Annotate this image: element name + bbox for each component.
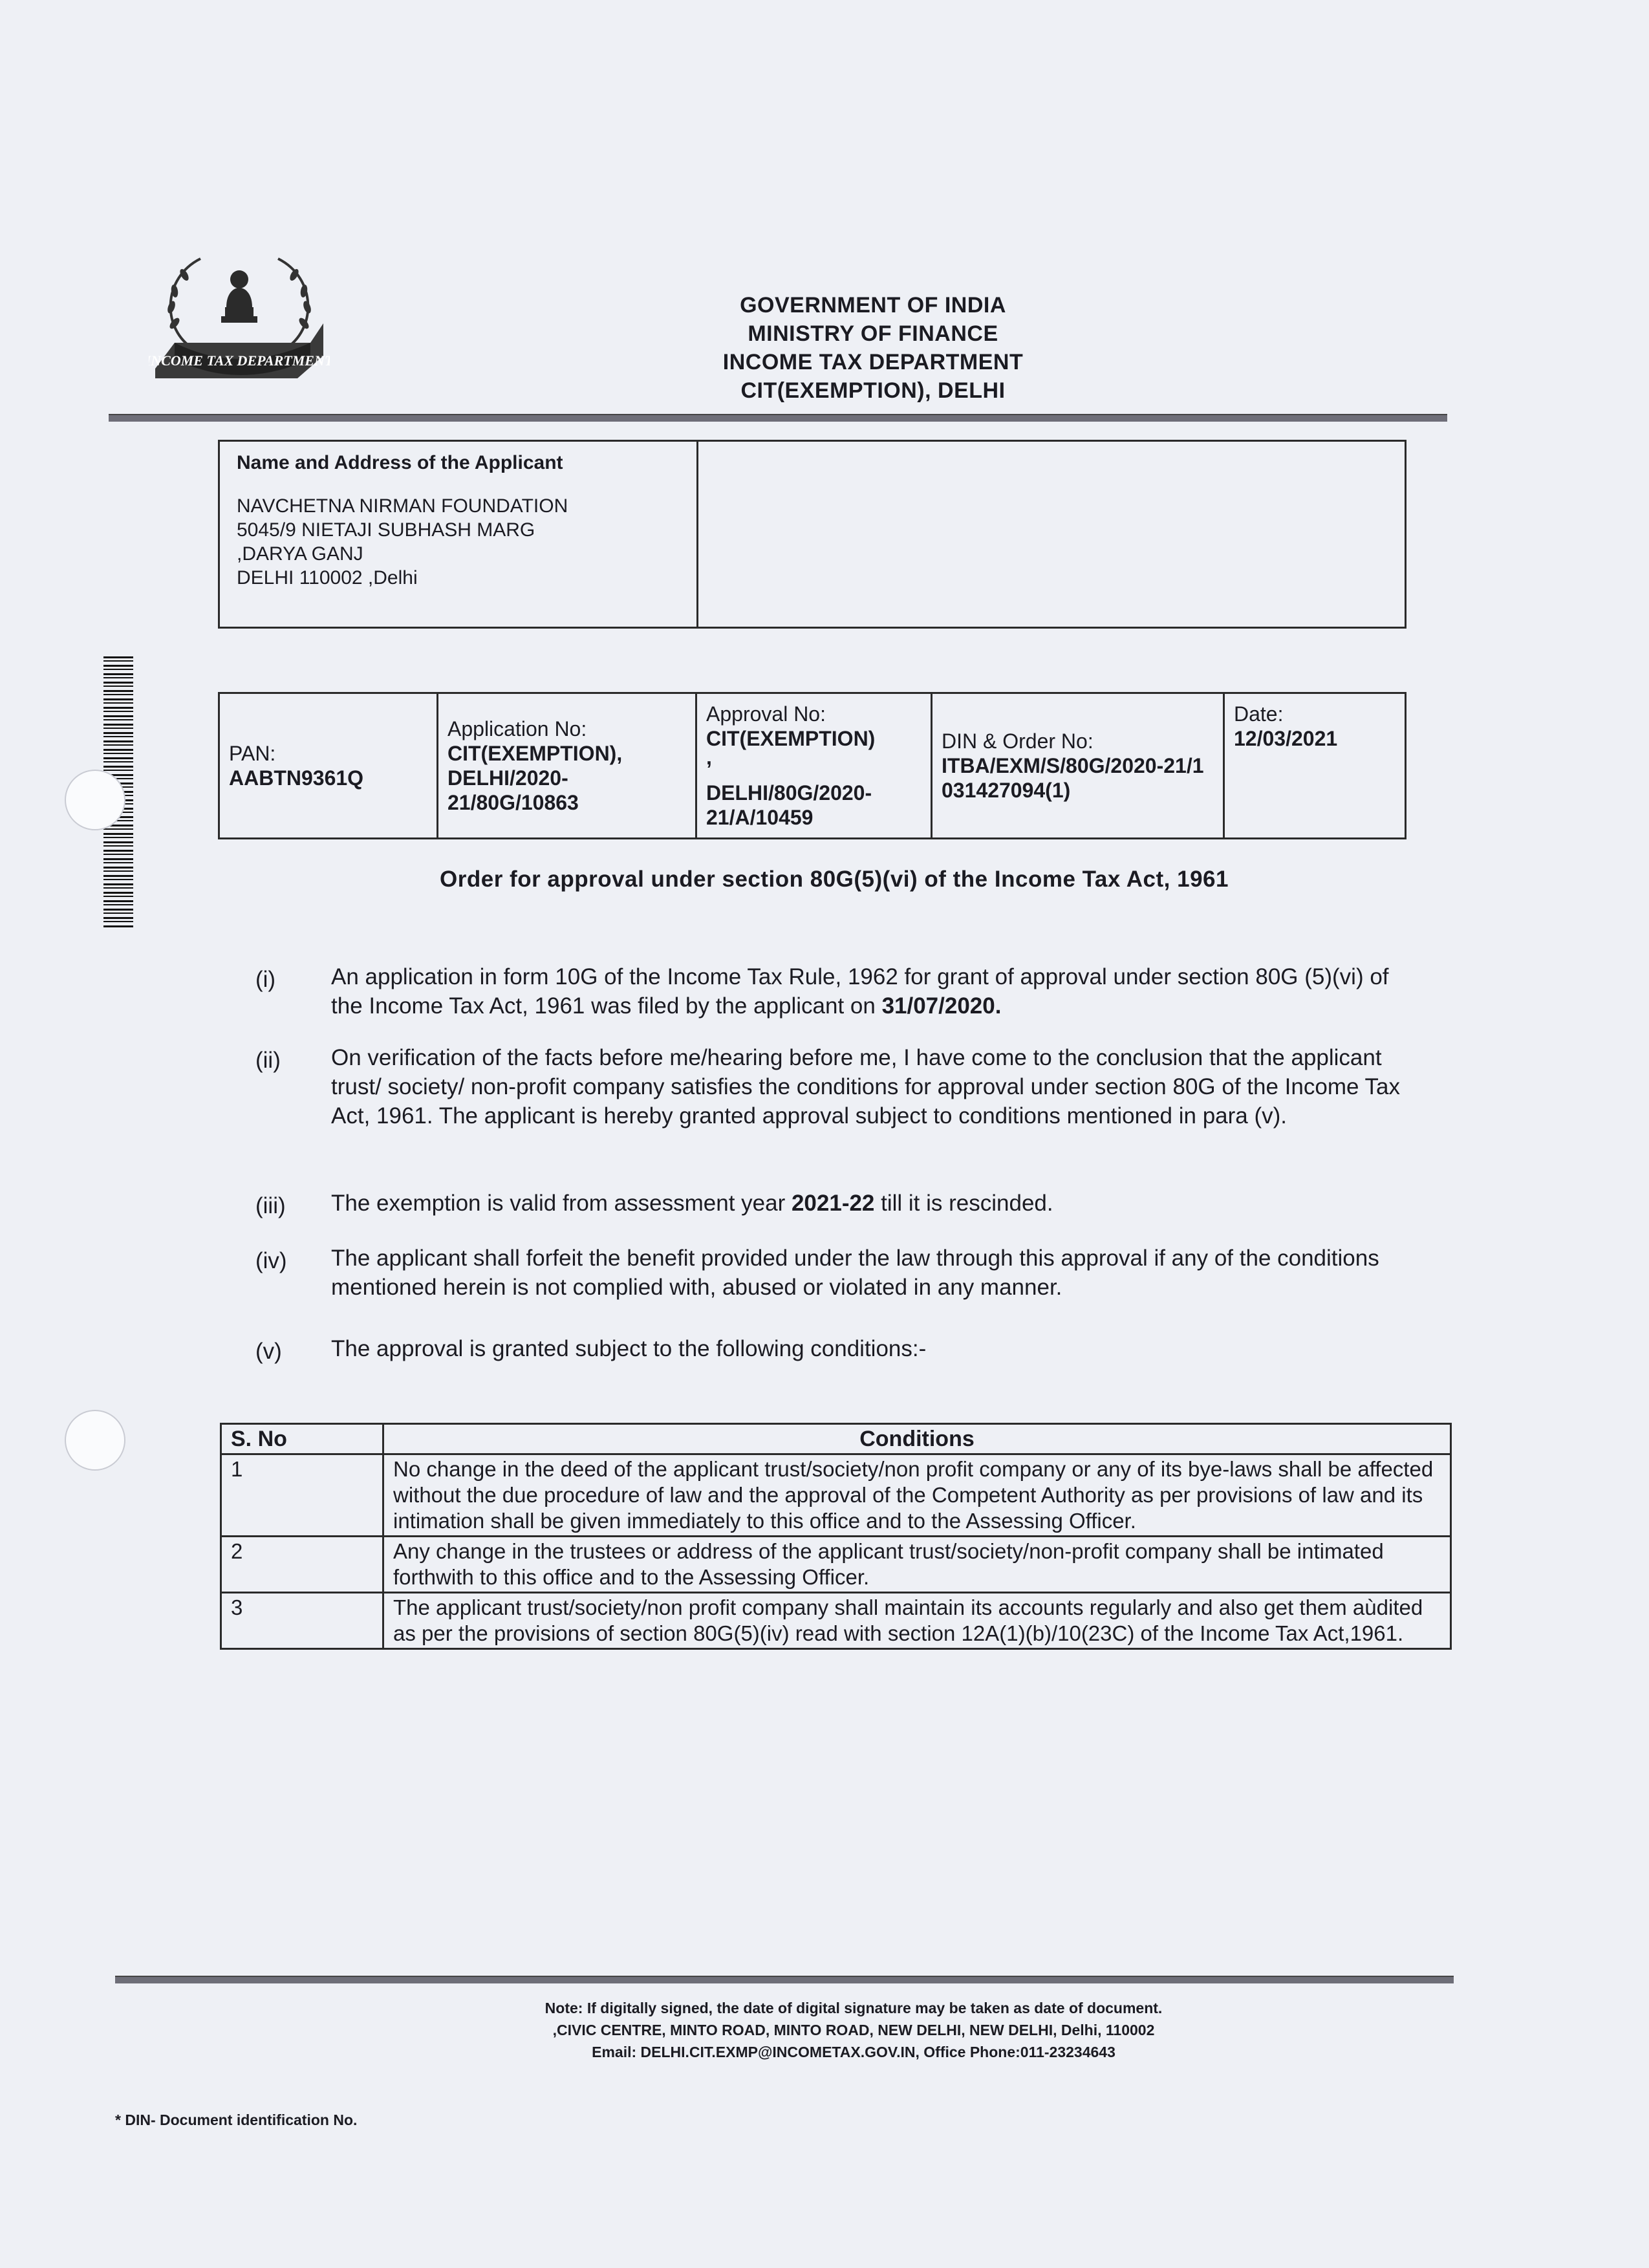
paragraph-text: On verification of the facts before me/hearing before me, I have come to the conclusion that the applicant trust/ society/ non-profit company satisfies the conditions for approval under section 80G of the Income Tax Act, 1961. The applicant is hereby granted approval subject to conditions mentioned in para (v). [331, 1045, 1400, 1129]
department-header [614, 291, 1132, 405]
footer-note: Note: If digitally signed, the date of digital signature may be taken as date of document. [544, 2000, 1163, 2016]
pan-value: AABTN9361Q [229, 766, 364, 790]
punch-hole [65, 1410, 125, 1471]
applicant-box [218, 440, 1406, 629]
paragraph-number: (iii) [255, 1193, 286, 1218]
application-label: Application No: [447, 717, 587, 740]
pan-label: PAN: [229, 742, 276, 765]
condition-sno: 2 [221, 1537, 383, 1593]
approval-cell [697, 694, 932, 837]
date-value: 12/03/2021 [1234, 727, 1338, 750]
condition-sno: 3 [221, 1593, 383, 1649]
conditions-table [220, 1423, 1452, 1650]
order-info-table [218, 692, 1406, 839]
paragraph-text [331, 962, 1417, 1021]
approval-label: Approval No: [706, 702, 826, 726]
approval-value-bottom: DELHI/80G/2020-21/A/10459 [706, 781, 872, 829]
header-divider [109, 414, 1447, 422]
table-row [221, 1454, 1451, 1537]
paragraph-number: (i) [255, 967, 276, 992]
applicant-blank-cell [698, 442, 1405, 627]
order-title: Order for approval under section 80G(5)(vi) of the Income Tax Act, 1961 [440, 867, 1229, 892]
emblem-banner-text: INCOME TAX DEPARTMENT [149, 352, 330, 369]
footer-address: ,CIVIC CENTRE, MINTO ROAD, MINTO ROAD, NEW DELHI, NEW DELHI, Delhi, 110002 [552, 2022, 1155, 2038]
paragraph-number: (v) [255, 1339, 282, 1364]
application-value: CIT(EXEMPTION), DELHI/2020-21/80G/10863 [447, 742, 623, 814]
conditions-header: Conditions [383, 1424, 1451, 1454]
condition-text: No change in the deed of the applicant trust/society/non profit company or any of its bye-laws shall be affected without the due procedure of law and the approval of the Competent Authority as per provisions of law and its intimation shall be given immediately to this office and to the Assessing Officer. [383, 1454, 1451, 1537]
header-line-govt: GOVERNMENT OF INDIA [740, 293, 1006, 318]
applicant-address-line: DELHI 110002 ,Delhi [237, 567, 418, 589]
paragraph-body-after: till it is rescinded. [874, 1191, 1053, 1216]
punch-hole [65, 770, 125, 830]
date-cell [1225, 694, 1405, 837]
table-row [221, 1593, 1451, 1649]
condition-sno: 1 [221, 1454, 383, 1537]
header-line-department: INCOME TAX DEPARTMENT [722, 350, 1024, 374]
applicant-address-line: ,DARYA GANJ [237, 543, 363, 565]
header-line-office: CIT(EXEMPTION), DELHI [740, 378, 1006, 403]
pan-cell [220, 694, 438, 837]
paragraph-text [331, 1189, 1417, 1218]
applicant-address-line: 5045/9 NIETAJI SUBHASH MARG [237, 519, 535, 541]
sno-header: S. No [221, 1424, 383, 1454]
paragraph-body: An application in form 10G of the Income Tax Rule, 1962 for grant of approval under section 80G (5)(vi) of the Income Tax Act, 1961 was filed by the applicant on [331, 964, 1389, 1019]
approval-value-comma: , [706, 746, 712, 769]
condition-text: The applicant trust/society/non profit company shall maintain its accounts regularly and also get them aùdited as per the provisions of section 80G(5)(iv) read with section 12A(1)(b)/10(23C) of the Income Tax Act,1961. [383, 1593, 1451, 1649]
applicant-label: Name and Address of the Applicant [237, 452, 563, 473]
paragraph-text: The applicant shall forfeit the benefit provided under the law through this approval if any of the conditions mentioned herein is not complied with, abused or violated in any manner. [331, 1246, 1379, 1300]
paragraph-number: (ii) [255, 1048, 281, 1073]
paragraph-text: The approval is granted subject to the following conditions:- [331, 1336, 927, 1361]
header-line-ministry: MINISTRY OF FINANCE [748, 321, 998, 346]
filing-date: 31/07/2020. [881, 993, 1002, 1019]
applicant-details [220, 442, 698, 627]
date-label: Date: [1234, 702, 1284, 726]
assessment-year: 2021-22 [791, 1191, 875, 1216]
paragraph-number: (iv) [255, 1248, 287, 1273]
din-cell [932, 694, 1225, 837]
application-cell [438, 694, 697, 837]
din-value: ITBA/EXM/S/80G/2020-21/1031427094(1) [942, 754, 1204, 802]
footer-contact: Email: DELHI.CIT.EXMP@INCOMETAX.GOV.IN, Office Phone:011-23234643 [592, 2044, 1116, 2060]
approval-value-top: CIT(EXEMPTION) [706, 727, 876, 750]
footer [272, 1997, 1436, 2063]
applicant-name: NAVCHETNA NIRMAN FOUNDATION [237, 495, 568, 517]
emblem-icon [149, 246, 330, 394]
paragraph-body: The exemption is valid from assessment year [331, 1191, 792, 1216]
din-label: DIN & Order No: [942, 729, 1094, 753]
conditions-header-row [221, 1424, 1451, 1454]
din-footnote: * DIN- Document identification No. [115, 2111, 358, 2128]
table-row [221, 1537, 1451, 1593]
income-tax-emblem [149, 246, 330, 394]
condition-text: Any change in the trustees or address of the applicant trust/society/non-profit company shall be intimated forthwith to this office and to the Assessing Officer. [383, 1537, 1451, 1593]
footer-divider [115, 1976, 1454, 1983]
